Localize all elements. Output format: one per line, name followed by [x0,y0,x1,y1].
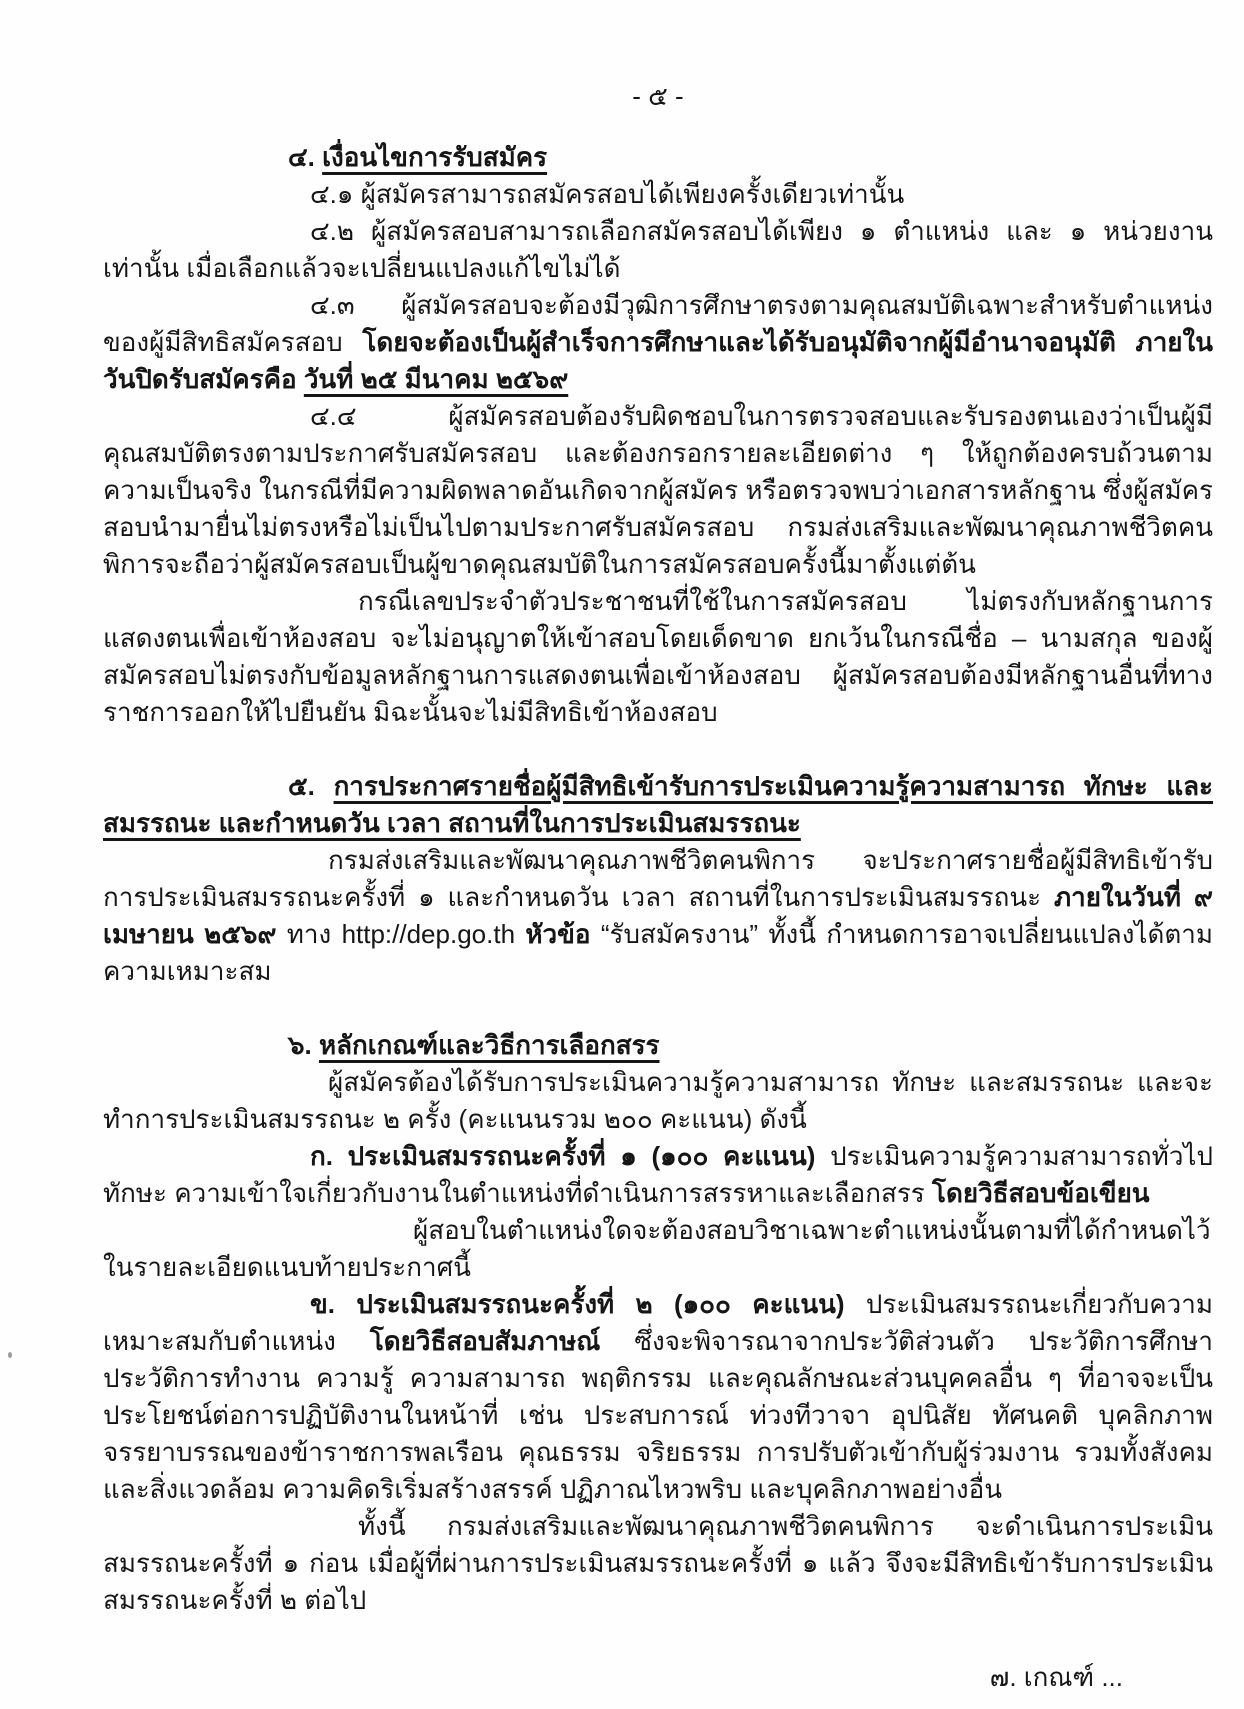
written-exam-method: โดยวิธีสอบข้อเขียน [931,1178,1150,1208]
document-body [103,139,1213,1619]
text-run: ๔. [288,142,323,172]
text-run: ๔.๓ ผู้สมัครสอบจะต้องมีวุฒิการศึกษาตรงตามคุณสมบัติเฉพาะสำหรับตำแหน่งของผู้มีสิทธิสมัครสอบ [103,290,1213,357]
section-6-title: หลักเกณฑ์และวิธีการเลือกสรร [318,1030,660,1060]
section-4-heading [103,139,1213,176]
paragraph-assessment-intro [103,1064,1213,1138]
text-run: ผู้สมัครต้องได้รับการประเมินความรู้ความสามารถ ทักษะ และสมรรถนะ และจะทำการประเมินสมรรถนะ ๒ ครั้ง (คะแนนรวม ๒๐๐ คะแนน) ดังนี้ [103,1067,1213,1134]
text-run [515,919,525,949]
announcement-date: ภายในวันที่ ๙ เมษายน ๒๕๖๙ [103,882,1213,949]
text-run: ๔.๑ ผู้สมัครสามารถสมัครสอบได้เพียงครั้งเดียวเท่านั้น [310,179,905,209]
paragraph-subject-note [103,1212,1213,1286]
text-run: ผู้สอบในตำแหน่งใดจะต้องสอบวิชาเฉพาะตำแหน่งนั้นตามที่ได้กำหนดไว้ในรายละเอียดแนบท้ายประกาศนี้ [103,1215,1211,1282]
section-5-heading [103,768,1213,842]
text-run: ประเมินสมรรถนะเกี่ยวกับความเหมาะสมกับตำแหน่ง [103,1289,1213,1356]
page-number: - ๕ - [632,81,684,111]
section-5-title: การประกาศรายชื่อผู้มีสิทธิเข้ารับการประเมินความรู้ความสามารถ ทักษะ และสมรรถนะ และกำหนดวัน เวลา สถานที่ในการประเมินสมรรถนะ [103,771,1214,838]
scan-artifact-dot [8,1352,12,1358]
text-run: กรมส่งเสริมและพัฒนาคุณภาพชีวิตคนพิการ จะประกาศรายชื่อผู้มีสิทธิเข้ารับการประเมินสมรรถนะครั้งที่ ๑ และกำหนดวัน เวลา สถานที่ในการประเมินสมรรถนะ [103,845,1213,912]
assessment-2-label: ข. ประเมินสมรรถนะครั้งที่ ๒ (๑๐๐ คะแนน) [310,1289,845,1319]
interview-method: โดยวิธีสอบสัมภาษณ์ [369,1326,601,1356]
item-assessment-1 [103,1138,1213,1212]
text-run: ๖. [288,1030,319,1060]
text-run: กรณีเลขประจำตัวประชาชนที่ใช้ในการสมัครสอบ ไม่ตรงกับหลักฐานการแสดงตนเพื่อเข้าห้องสอบ จะไม่อนุญาตให้เข้าสอบโดยเด็ดขาด ยกเว้นในกรณีชื่อ – นามสกุล ของผู้สมัครสอบไม่ตรงกับข้อมูลหลักฐานการแสดงตนเพื่อเข้าห้องสอบ ผู้สมัครสอบต้องมีหลักฐานอื่นที่ทางราชการออกให้ไปยืนยัน มิฉะนั้นจะไม่มีสิทธิเข้าห้องสอบ [103,586,1213,727]
assessment-1-label: ก. ประเมินสมรรถนะครั้งที่ ๑ (๑๐๐ คะแนน) [310,1141,816,1171]
item-4-1 [103,176,1213,213]
text-run: ประเมินความรู้ความสามารถทั่วไป ทักษะ ความเข้าใจเกี่ยวกับงานในตำแหน่งที่ดำเนินการสรรหาและเลือกสรร [103,1141,1213,1208]
text-run: ทั้งนี้ กรมส่งเสริมและพัฒนาคุณภาพชีวิตคนพิการ จะดำเนินการประเมินสมรรถนะครั้งที่ ๑ ก่อน เมื่อผู้ที่ผ่านการประเมินสมรรถนะครั้งที่ ๑ แล้ว จึงจะมีสิทธิเข้ารับการประเมินสมรรถนะครั้งที่ ๒ ต่อไป [103,1511,1213,1615]
text-run: โดยจะต้องเป็นผู้สำเร็จการศึกษาและได้รับอนุมัติจากผู้มีอำนาจอนุมัติ ภายในวันปิดรับสมัครคือ [103,327,1213,394]
paragraph-id-card-case [103,583,1213,731]
text-run: ๔.๒ ผู้สมัครสอบสามารถเลือกสมัครสอบได้เพียง ๑ ตำแหน่ง และ ๑ หน่วยงาน เท่านั้น เมื่อเลือกแล้วจะเปลี่ยนแปลงแก้ไขไม่ได้ [103,216,1213,283]
item-4-4 [103,398,1213,583]
item-assessment-2 [103,1286,1213,1508]
item-4-2 [103,213,1213,287]
item-4-3 [103,287,1213,398]
closing-date: วันที่ ๒๕ มีนาคม ๒๕๖๙ [303,364,569,394]
section-4-title: เงื่อนไขการรับสมัคร [322,142,548,172]
continuation-note: ๗. เกณฑ์ ... [989,1662,1123,1692]
text-run: ๕. [288,771,334,801]
text-run: หัวข้อ [525,919,591,949]
section-6-heading [103,1027,1213,1064]
text-run: ทาง [276,919,342,949]
text-run: ๔.๔ ผู้สมัครสอบต้องรับผิดชอบในการตรวจสอบและรับรองตนเองว่าเป็นผู้มีคุณสมบัติตรงตามประกาศรับสมัครสอบ และต้องกรอกรายละเอียดต่าง ๆ ให้ถูกต้องครบถ้วนตามความเป็นจริง ในกรณีที่มีความผิดพลาดอันเกิดจากผู้สมัคร หรือตรวจพบว่าเอกสารหลักฐาน ซึ่งผู้สมัครสอบนำมายื่นไม่ตรงหรือไม่เป็นไปตามประกาศรับสมัครสอบ กรมส่งเสริมและพัฒนาคุณภาพชีวิตคนพิการจะถือว่าผู้สมัครสอบเป็นผู้ขาดคุณสมบัติในการสมัครสอบครั้งนี้มาตั้งแต่ต้น [103,401,1213,579]
text-run: ซึ่งจะพิจารณาจากประวัติส่วนตัว ประวัติการศึกษา ประวัติการทำงาน ความรู้ ความสามารถ พฤติกรรม และคุณลักษณะส่วนบุคคลอื่น ๆ ที่อาจจะเป็นประโยชน์ต่อการปฏิบัติงานในหน้าที่ เช่น ประสบการณ์ ท่วงทีวาจา อุปนิสัย ทัศนคติ บุคลิกภาพ จรรยาบรรณของข้าราชการพลเรือน คุณธรรม จริยธรรม การปรับตัวเข้ากับผู้ร่วมงาน รวมทั้งสังคมและสิ่งแวดล้อม ความคิดริเริ่มสร้างสรรค์ ปฏิภาณไหวพริบ และบุคลิกภาพอย่างอื่น [103,1326,1213,1504]
paragraph-assessment-order [103,1508,1213,1619]
text-run: “รับสมัครงาน” ทั้งนี้ กำหนดการอาจเปลี่ยนแปลงได้ตามความเหมาะสม [103,919,1213,986]
website-url: http://dep.go.th [341,919,516,949]
paragraph-announcement [103,842,1213,990]
